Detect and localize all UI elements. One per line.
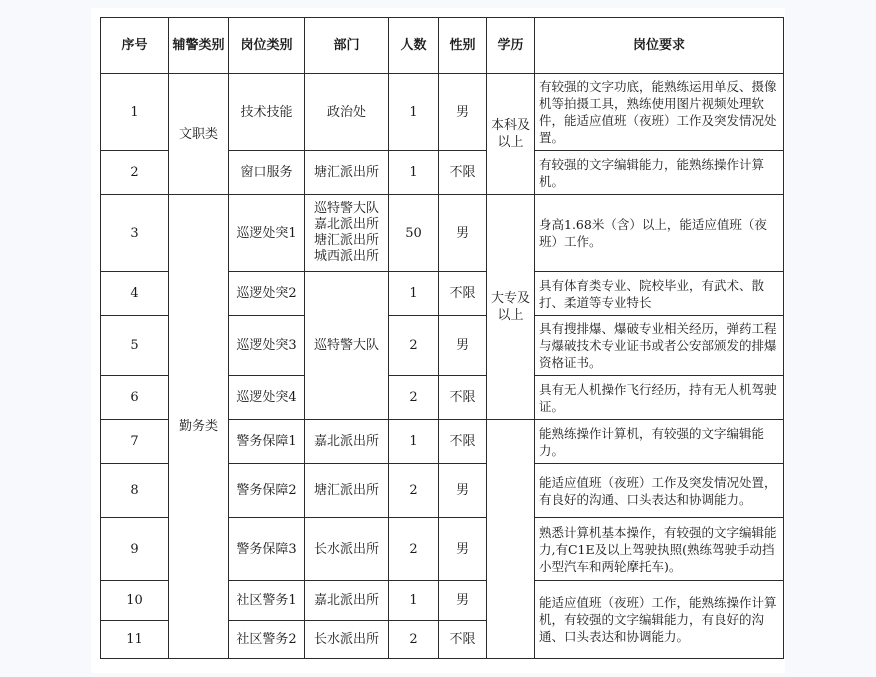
cell-count: 1 [389,581,439,621]
header-count: 人数 [389,18,439,74]
cell-dept: 巡特警大队 [305,272,389,420]
cell-count: 1 [389,151,439,195]
cell-gender: 不限 [439,420,487,464]
cell-dept [305,195,389,272]
cell-gender: 不限 [439,621,487,659]
header-gender: 性别 [439,18,487,74]
dept-line: 巡特警大队 [313,201,379,216]
cell-category: 文职类 [169,74,229,195]
dept-line: 嘉北派出所 [313,217,379,232]
cell-dept: 塘汇派出所 [305,464,389,518]
cell-requirement: 能适应值班（夜班）工作及突发情况处置，有良好的沟通、口头表达和协调能力。 [535,464,784,518]
cell-no: 9 [101,518,169,581]
cell-dept: 嘉北派出所 [305,420,389,464]
cell-post: 巡逻处突2 [229,272,305,316]
cell-post: 社区警务1 [229,581,305,621]
cell-requirement: 有较强的文字编辑能力，能熟练操作计算机。 [535,151,784,195]
cell-post: 巡逻处突4 [229,376,305,420]
header-row [101,18,784,74]
header-edu: 学历 [487,18,535,74]
header-post: 岗位类别 [229,18,305,74]
cell-no: 3 [101,195,169,272]
cell-dept: 长水派出所 [305,621,389,659]
cell-edu [487,420,535,659]
cell-dept: 嘉北派出所 [305,581,389,621]
cell-count: 2 [389,376,439,420]
cell-requirement: 有较强的文字功底，能熟练运用单反、摄像机等拍摄工具，熟练使用图片视频处理软件，能适应值班（夜班）工作及突发情况处置。 [535,74,784,151]
cell-dept: 塘汇派出所 [305,151,389,195]
cell-gender: 男 [439,195,487,272]
cell-post: 巡逻处突1 [229,195,305,272]
cell-count: 2 [389,518,439,581]
cell-post: 警务保障1 [229,420,305,464]
cell-requirement: 具有搜排爆、爆破专业相关经历，弹药工程与爆破技术专业证书或者公安部颁发的排爆资格证书。 [535,316,784,376]
cell-requirement: 熟悉计算机基本操作，有较强的文字编辑能力,有C1E及以上驾驶执照(熟练驾驶手动挡小型汽车和两轮摩托车)。 [535,518,784,581]
cell-no: 2 [101,151,169,195]
cell-category: 勤务类 [169,195,229,659]
cell-requirement: 具有体育类专业、院校毕业，有武术、散打、柔道等专业特长 [535,272,784,316]
cell-no: 6 [101,376,169,420]
header-requirement: 岗位要求 [535,18,784,74]
cell-count: 2 [389,621,439,659]
cell-count: 2 [389,316,439,376]
cell-post: 警务保障2 [229,464,305,518]
cell-dept: 政治处 [305,74,389,151]
cell-post: 巡逻处突3 [229,316,305,376]
cell-gender: 男 [439,316,487,376]
recruitment-table [100,17,784,659]
cell-requirement: 能熟练操作计算机，有较强的文字编辑能力。 [535,420,784,464]
table-row [101,74,784,151]
cell-no: 11 [101,621,169,659]
cell-requirement: 身高1.68米（含）以上，能适应值班（夜班）工作。 [535,195,784,272]
dept-line: 塘汇派出所 [313,233,379,248]
header-category: 辅警类别 [169,18,229,74]
cell-requirement: 能适应值班（夜班）工作，能熟练操作计算机，有较强的文字编辑能力，有良好的沟通、口头表达和协调能力。 [535,581,784,659]
header-no: 序号 [101,18,169,74]
table-row [101,195,784,272]
cell-count: 50 [389,195,439,272]
dept-line: 城西派出所 [313,249,379,264]
cell-gender: 不限 [439,272,487,316]
cell-count: 1 [389,272,439,316]
cell-gender: 男 [439,74,487,151]
cell-gender: 男 [439,518,487,581]
cell-no: 1 [101,74,169,151]
cell-gender: 男 [439,581,487,621]
cell-post: 社区警务2 [229,621,305,659]
cell-count: 2 [389,464,439,518]
cell-gender: 男 [439,464,487,518]
cell-edu: 本科及以上 [487,74,535,195]
cell-count: 1 [389,74,439,151]
cell-edu: 大专及以上 [487,195,535,420]
cell-no: 7 [101,420,169,464]
cell-no: 4 [101,272,169,316]
cell-post: 技术技能 [229,74,305,151]
cell-requirement: 具有无人机操作飞行经历，持有无人机驾驶证。 [535,376,784,420]
cell-post: 窗口服务 [229,151,305,195]
cell-dept: 长水派出所 [305,518,389,581]
cell-gender: 不限 [439,376,487,420]
cell-post: 警务保障3 [229,518,305,581]
header-dept: 部门 [305,18,389,74]
cell-no: 10 [101,581,169,621]
cell-count: 1 [389,420,439,464]
cell-gender: 不限 [439,151,487,195]
cell-no: 8 [101,464,169,518]
cell-no: 5 [101,316,169,376]
